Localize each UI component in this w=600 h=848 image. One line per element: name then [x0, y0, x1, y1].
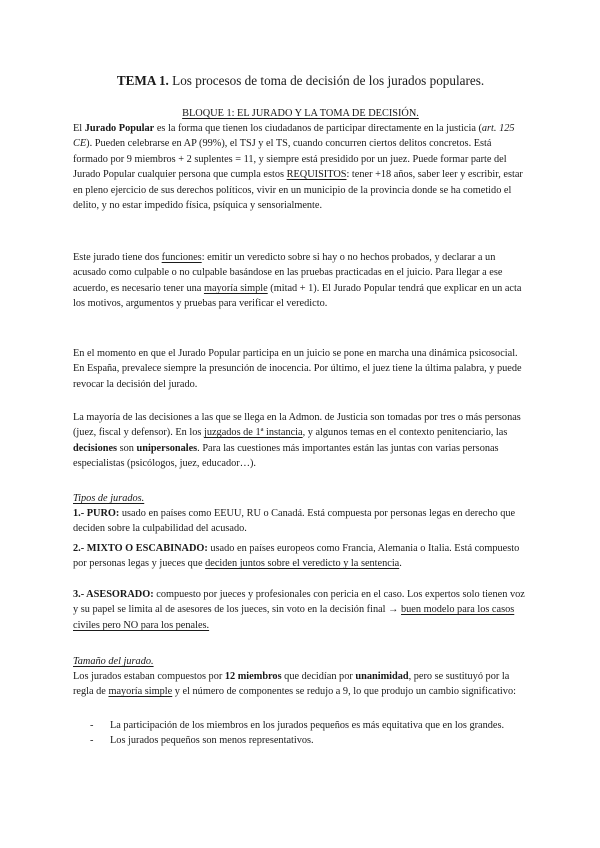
text-run: , pero se sustituyó por la regla de: [73, 671, 510, 698]
text-run: ). Pueden celebrarse en AP (99%), el TSJ y el TS, cuando concurren ciertos delitos concretos. Está formado por 9 miembros + 2 suplentes = 11, y siempre está presidido por un juez. Puede formar parte del Jurado Popular cualquier persona que cumpla estos: [73, 138, 507, 181]
text-run: que decidían por: [281, 671, 356, 682]
bold-term: decisiones: [73, 442, 118, 454]
text-run: , y algunos temas en el contexto penitenciario, las: [302, 427, 508, 439]
text-run: Los jurados estaban compuestos por: [73, 671, 225, 682]
bold-term: unanimidad: [355, 671, 409, 682]
text-run: Este jurado tiene dos: [73, 252, 162, 263]
underlined-term: deciden juntos sobre el veredicto y la sentencia: [205, 558, 400, 570]
list-dash: -: [90, 720, 94, 731]
text-run: (mitad + 1). El Jurado Popular tendrá que explicar en un acta los motivos, argumentos y pruebas para verificar el veredicto.: [73, 282, 522, 310]
underlined-term: buen modelo para los casos civiles pero NO para los penales.: [73, 604, 515, 631]
text-run: y el número de componentes se redujo a 9, lo que produjo un cambio significativo:: [172, 686, 516, 698]
text-run: En el momento en que el Jurado Popular participa en un juicio se pone en marcha una dinámica psicosocial. En España, prevalece siempre la presunción de inocencia. Por último, el juez tiene la última palabra, y puede revocar la decisión del jurado.: [73, 348, 522, 390]
bold-term: 12 miembros: [224, 671, 282, 682]
title-text: Los procesos de toma de decisión de los jurados populares.: [168, 73, 485, 88]
text-run: es la forma que tienen los ciudadanos de participar directamente en la justicia (: [154, 123, 482, 134]
bold-term: Jurado Popular: [84, 123, 155, 134]
underlined-term: REQUISITOS: [286, 169, 347, 181]
list-item: [73, 718, 528, 733]
text-run: : tener +18 años, saber leer y escribir, estar en pleno ejercicio de sus derechos políticos, vivir en un municipio de la provincia donde se ha cometido el delito, y no estar impedido física, psíquica y sensorialmente.: [73, 169, 523, 212]
list-item-text: Los jurados pequeños son menos representativos.: [110, 735, 314, 747]
text-run: : emitir un veredicto sobre si hay o no hechos probados, y declarar a un acusado como culpable o no culpable basándose en las pruebas practicadas en el juicio. Para llegar a ese acuerdo, es necesario tener una: [73, 252, 503, 294]
subsection-heading: Tamaño del jurado.: [73, 656, 154, 667]
paragraph-tamano: [73, 669, 528, 700]
underlined-term: funciones: [161, 252, 202, 263]
bold-term: 1.- PURO:: [73, 508, 120, 519]
underlined-term: mayoría simple: [108, 686, 173, 698]
paragraph-decisiones: [73, 410, 528, 472]
paragraph-dinamica: [73, 346, 528, 392]
text-run: . Para las cuestiones más importantes están las juntas con varias personas especialistas (psicólogos, juez, educador…).: [73, 442, 499, 470]
bold-term: 2.- MIXTO O ESCABINADO:: [73, 543, 208, 554]
tamano-heading: [73, 654, 528, 669]
bold-term: unipersonales: [136, 442, 198, 454]
paragraph-jurado-popular: [73, 121, 528, 213]
tipos-heading: [73, 491, 528, 506]
tamano-list: [73, 718, 528, 749]
tipo-mixto: [73, 541, 528, 572]
tipo-asesorado: [73, 587, 528, 633]
underlined-term: juzgados de 1ª instancia: [203, 427, 303, 439]
tipo-puro: [73, 506, 528, 537]
list-item-text: La participación de los miembros en los jurados pequeños es más equitativa que en los grandes.: [110, 720, 505, 731]
text-run: .: [399, 558, 402, 570]
text-run: usado en países europeos como Francia, Alemania o Italia. Está compuesto por personas legas y jueces que: [73, 543, 520, 570]
text-run: usado en países como EEUU, RU o Canadá. Está compuesta por personas legas en derecho que deciden sobre la culpabilidad del acusado.: [73, 508, 516, 535]
paragraph-funciones: [73, 250, 528, 312]
section-heading: [73, 106, 528, 121]
list-dash: -: [90, 735, 94, 747]
title-label: TEMA 1.: [116, 73, 169, 88]
underlined-term: mayoría simple: [203, 282, 268, 294]
arrow-icon: →: [388, 604, 399, 616]
page-title: [73, 72, 528, 90]
text-run: El: [73, 123, 85, 134]
bold-term: 3.- ASESORADO:: [73, 589, 154, 600]
text-run: La mayoría de las decisiones a las que se llega en la Admon. de Justicia son tomadas por tres o más personas (juez, fiscal y defensor). En los: [73, 412, 521, 439]
text-run: son: [117, 442, 137, 454]
text-run: compuesto por jueces y profesionales con pericia en el caso. Los expertos solo tienen voz y su papel se limita al de asesores de los jueces, sin voto en la decisión final: [73, 589, 525, 616]
italic-citation: art. 125 CE: [73, 123, 515, 150]
subsection-heading: Tipos de jurados.: [73, 493, 145, 504]
bloque-heading: BLOQUE 1: EL JURADO Y LA TOMA DE DECISIÓN.: [182, 108, 419, 119]
list-item: [73, 733, 528, 748]
